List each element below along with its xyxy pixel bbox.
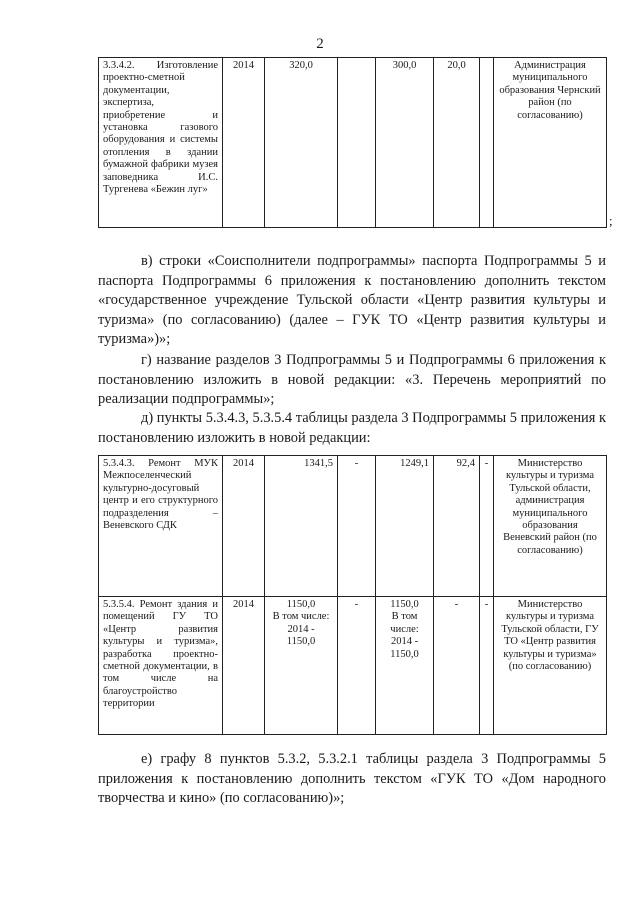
executor-cell: Администрация муниципального образования Чернский район (по согласованию) <box>494 58 607 228</box>
measure-name-cell: 5.3.5.4. Ремонт здания и помещений ГУ ТО «Центр развития культуры и туризма», разработка проектно-сметной документации, в том числе на благоустройство территории <box>99 597 223 735</box>
table-trailing-semicolon: ; <box>609 213 613 228</box>
regional-amount: 1249,1 <box>400 458 429 469</box>
executor-cell: Министерство культуры и туризма Тульской области, ГУ ТО «Центр развития культуры и туризма» (по согласованию) <box>494 597 607 735</box>
municipal-budget-cell: - <box>434 597 480 735</box>
measure-name-cell: 5.3.4.3. Ремонт МУК Межпоселенческий культурно-досуговый центр и его структурного подразделения – Веневского СДК <box>99 456 223 597</box>
regional-amount: 1150,0 <box>390 599 419 610</box>
paragraph-d: д) пункты 5.3.4.3, 5.3.5.4 таблицы раздела 3 Подпрограммы 5 приложения к постановлению изложить в новой редакции: <box>98 410 606 446</box>
total-year-label: 2014 - <box>287 623 315 635</box>
year-cell: 2014 <box>223 58 265 228</box>
total-amount: 320,0 <box>289 60 313 71</box>
total-amount-cell <box>265 456 338 597</box>
total-amount: 1341,5 <box>304 458 333 469</box>
paragraph-g: г) название разделов 3 Подпрограммы 5 и Подпрограммы 6 приложения к постановлению изложить в новой редакции: «3. Перечень мероприятий по реализации подпрограммы»; <box>98 352 606 407</box>
table-row <box>99 597 607 735</box>
regional-budget-cell <box>376 58 434 228</box>
regional-including-label: В том числе: <box>390 611 419 635</box>
year-cell: 2014 <box>223 456 265 597</box>
table-row <box>99 456 607 597</box>
year-cell: 2014 <box>223 597 265 735</box>
regional-year-label: 2014 - <box>390 636 419 648</box>
total-including-label: В том числе: <box>272 611 330 623</box>
total-amount: 1150,0 <box>286 599 316 610</box>
federal-budget-cell: - <box>338 456 376 597</box>
federal-budget-cell: - <box>338 597 376 735</box>
regional-budget-cell <box>376 597 434 735</box>
extra-budget-cell: - <box>480 597 494 735</box>
regional-amount: 300,0 <box>392 60 417 71</box>
extra-budget-cell <box>480 58 494 228</box>
page-number: 2 <box>316 36 324 52</box>
total-amount-cell <box>265 597 338 735</box>
table-row <box>99 58 607 228</box>
total-year-amount: 1150,0 <box>286 636 316 648</box>
municipal-budget-cell: 92,4 <box>434 456 480 597</box>
federal-budget-cell <box>338 58 376 228</box>
extra-budget-cell: - <box>480 456 494 597</box>
paragraph-v: в) строки «Соисполнители подпрограммы» паспорта Подпрограммы 5 и паспорта Подпрограммы 6 приложения к постановлению дополнить текстом «государственное учреждение Тульской области «Центр развития культуры и туризма» (по согласованию) (далее – ГУК ТО «Центр развития культуры и туризма»)»; <box>98 253 606 347</box>
measures-table-2 <box>98 455 607 735</box>
municipal-budget-cell: 20,0 <box>434 58 480 228</box>
paragraph-e: е) графу 8 пунктов 5.3.2, 5.3.2.1 таблицы раздела 3 Подпрограммы 5 приложения к постановлению дополнить текстом «ГУК ТО «Дом народного творчества и кино» (по согласованию)»; <box>98 751 606 806</box>
total-amount-cell <box>265 58 338 228</box>
executor-cell: Министерство культуры и туризма Тульской области, администрация муниципального образования Веневский район (по согласованию) <box>494 456 607 597</box>
regional-year-amount: 1150,0 <box>390 648 419 660</box>
measures-table-1 <box>98 57 607 228</box>
measure-name-cell: 3.3.4.2. Изготовление проектно-сметной документации, экспертиза, приобретение и установка газового оборудования и системы отопления в здании бумажной фабрики музея заповедника И.С. Тургенева «Бежин луг» <box>99 58 223 228</box>
regional-budget-cell <box>376 456 434 597</box>
